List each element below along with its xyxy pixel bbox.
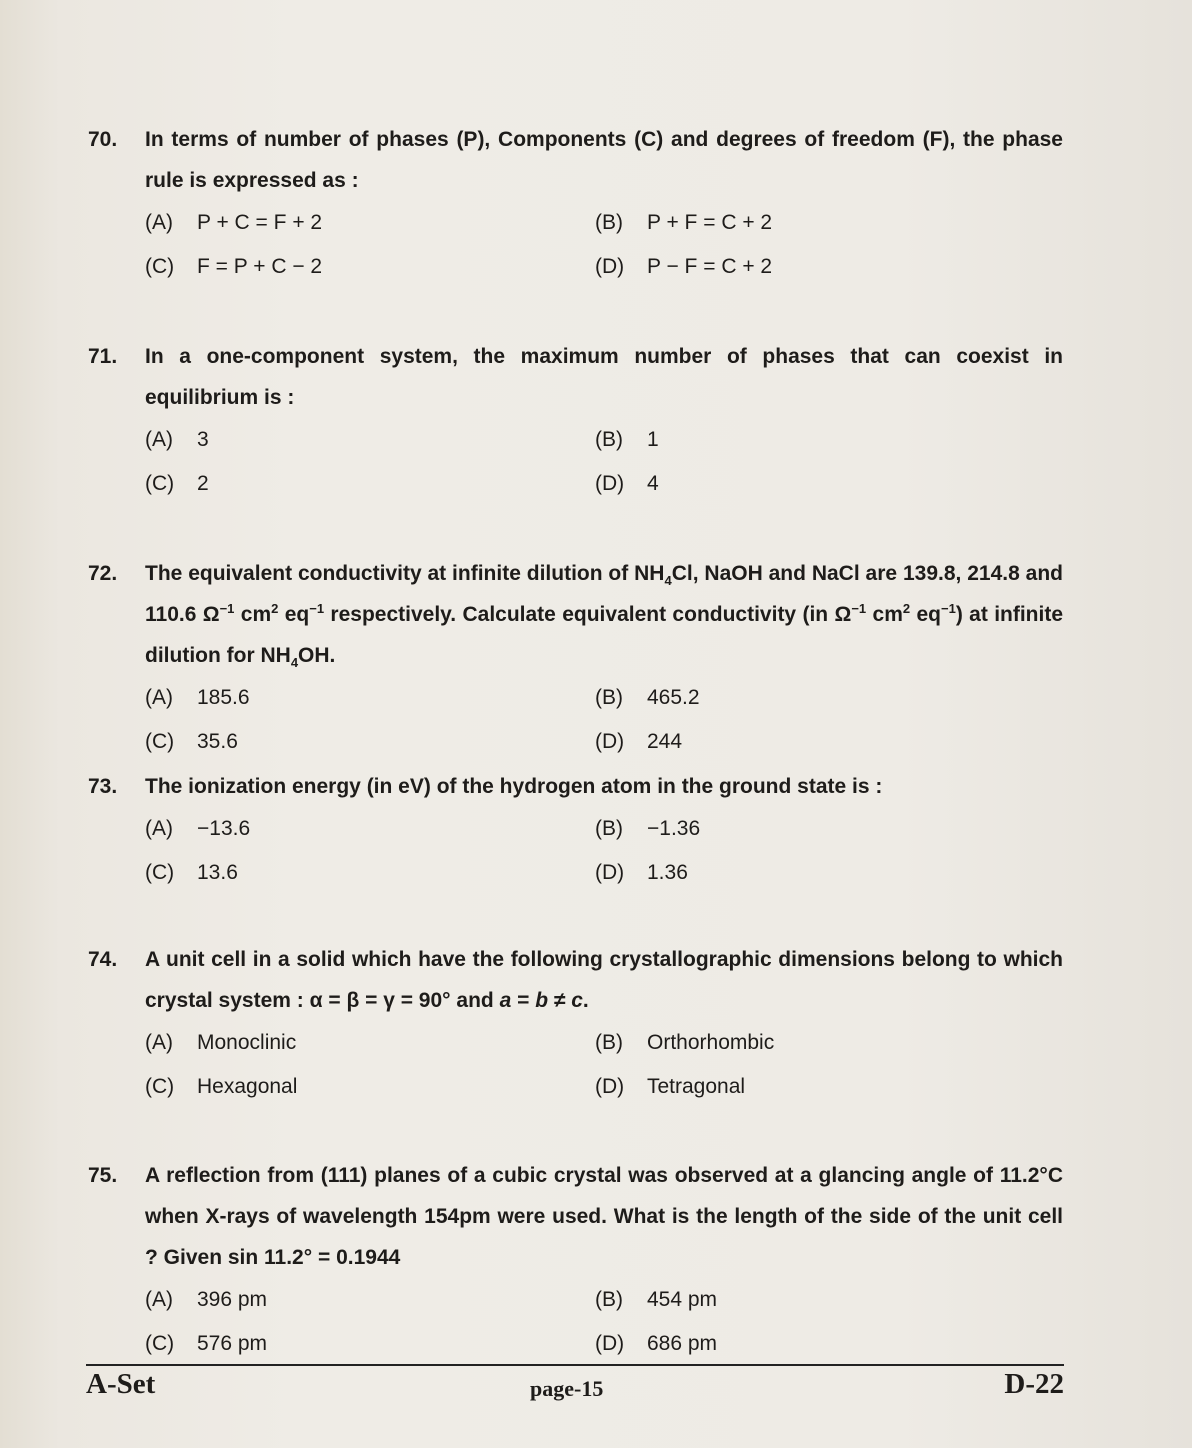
option-label: (C) [145,1332,175,1355]
option-label: (B) [595,211,623,234]
option-text: Monoclinic [197,1031,297,1054]
option-text: 454 pm [647,1288,718,1311]
text-run: . [582,989,589,1012]
question-73 [88,766,1068,895]
set-label: A-Set [86,1368,156,1400]
option-text: 396 pm [197,1288,268,1311]
superscript: −1 [940,601,956,616]
option-a [145,418,595,462]
superscript: −1 [309,601,325,616]
question-number: 74. [88,948,118,971]
footer-divider [86,1364,1064,1366]
option-b [595,418,1045,462]
subscript: 4 [290,655,299,671]
text-run: eq [910,603,941,626]
text-run: cm [234,603,272,626]
option-c [145,462,595,506]
option-label: (C) [145,861,175,884]
question-text [145,939,1063,1021]
option-b [595,807,1045,851]
option-text: 465.2 [647,686,700,709]
option-text: −1.36 [647,817,701,840]
option-label: (A) [145,1288,173,1311]
text-run: respectively. Calculate equivalent conductivity (in Ω [324,603,852,626]
option-label: (B) [595,686,623,709]
option-label: (B) [595,1031,623,1054]
option-d [595,1322,1045,1366]
option-text: P + C = F + 2 [197,211,323,234]
question-74 [88,939,1068,1109]
option-d [595,462,1045,506]
option-label: (D) [595,1332,625,1355]
option-c [145,245,595,289]
question-number: 71. [88,345,118,368]
italic-variable: a [499,989,512,1012]
question-number: 73. [88,775,118,798]
italic-variable: c [571,989,583,1012]
superscript: 2 [902,601,911,616]
page-number: page-15 [530,1376,604,1401]
option-a [145,807,595,851]
question-70 [88,119,1068,289]
question-text: The ionization energy (in eV) of the hydrogen atom in the ground state is : [145,775,883,798]
option-label: (C) [145,730,175,753]
text-run: The equivalent conductivity at infinite dilution of NH [145,562,665,585]
question-number: 70. [88,128,118,151]
text-run: cm [866,603,903,626]
question-75 [88,1155,1068,1366]
subscript: 4 [664,573,672,589]
option-label: (A) [145,428,173,451]
option-text: 3 [197,428,209,451]
option-a [145,201,595,245]
option-label: (A) [145,686,173,709]
options-grid [145,676,1068,764]
option-label: (D) [595,730,625,753]
question-number: 75. [88,1164,118,1187]
question-number: 72. [88,562,118,585]
text-run: = [511,989,536,1012]
option-label: (B) [595,428,623,451]
question-71 [88,336,1068,506]
option-c [145,720,595,764]
option-a [145,676,595,720]
option-d [595,851,1045,895]
option-text: Hexagonal [197,1075,298,1098]
superscript: 2 [271,601,279,616]
option-label: (C) [145,255,175,278]
option-d [595,245,1045,289]
option-text: 576 pm [197,1332,268,1355]
option-text: P − F = C + 2 [647,255,773,278]
option-label: (D) [595,255,625,278]
option-d [595,720,1045,764]
option-text: −13.6 [197,817,251,840]
text-run: A unit cell in a solid which have the following crystallographic dimensions belong to which crystal system : α = β = γ = 90° and [145,948,1063,1012]
option-c [145,851,595,895]
superscript: −1 [851,601,867,616]
option-b [595,201,1045,245]
option-text: 1.36 [647,861,688,884]
option-text: 1 [647,428,659,451]
options-grid [145,418,1068,506]
option-a [145,1021,595,1065]
question-text: In terms of number of phases (P), Components (C) and degrees of freedom (F), the phase rule is expressed as : [145,128,1063,192]
option-text: 185.6 [197,686,250,709]
option-label: (D) [595,861,625,884]
option-label: (A) [145,1031,173,1054]
option-label: (B) [595,817,623,840]
option-a [145,1278,595,1322]
options-grid [145,1021,1068,1109]
option-c [145,1065,595,1109]
option-text: 244 [647,730,683,753]
text-run: Cl, NaOH and NaCl are 139.8, 214.8 and 110.6 Ω [145,562,1063,626]
option-b [595,1278,1045,1322]
text-run: ) at infinite dilution for NH [145,603,1064,667]
text-run: eq [278,603,310,626]
booklet-code: D-22 [1004,1368,1064,1400]
option-label: (D) [595,472,625,495]
option-text: 35.6 [197,730,238,753]
options-grid [145,201,1068,289]
option-c [145,1322,595,1366]
option-label: (A) [145,211,173,234]
italic-variable: b [535,989,549,1012]
option-d [595,1065,1045,1109]
question-text: In a one-component system, the maximum number of phases that can coexist in equilibrium is : [145,345,1063,409]
option-text: 686 pm [647,1332,718,1355]
option-b [595,676,1045,720]
question-72 [88,553,1068,764]
options-grid [145,807,1068,895]
option-text: F = P + C − 2 [197,255,323,278]
option-label: (B) [595,1288,623,1311]
option-text: P + F = C + 2 [647,211,773,234]
option-text: 4 [647,472,659,495]
option-label: (D) [595,1075,625,1098]
options-grid [145,1278,1068,1366]
question-text [145,553,1063,676]
question-text: A reflection from (111) planes of a cubic crystal was observed at a glancing angle of 11.2°C when X-rays of wavelength 154pm were used. What is the length of the side of the unit cell ? Given sin 11.2° = 0.1944 [145,1164,1063,1269]
superscript: −1 [219,601,235,616]
option-label: (C) [145,472,175,495]
option-text: Orthorhombic [647,1031,775,1054]
option-label: (C) [145,1075,175,1098]
text-run: ≠ [548,989,572,1012]
option-text: 2 [197,472,209,495]
option-label: (A) [145,817,173,840]
option-text: 13.6 [197,861,238,884]
text-run: OH. [298,644,336,667]
option-b [595,1021,1045,1065]
option-text: Tetragonal [647,1075,746,1098]
